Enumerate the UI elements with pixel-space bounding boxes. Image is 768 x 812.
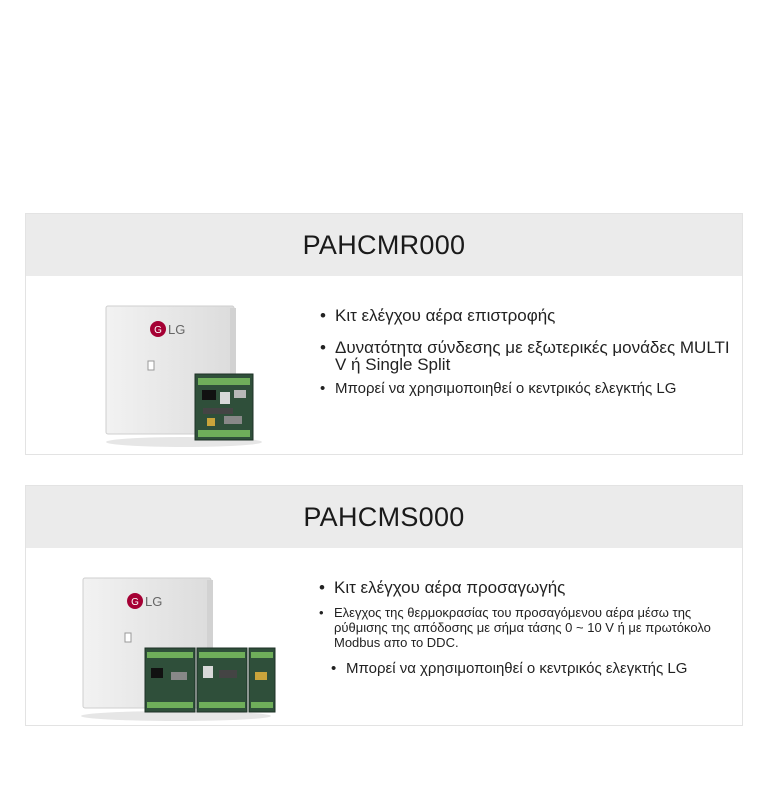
feature-list	[319, 578, 729, 677]
feature-item: • Ελεγχος της θερμοκρασίας του προσαγόμενου αέρα μέσω της ρύθμισης της απόδοσης με σήμα τάσης 0 ~ 10 V ή με πρωτόκολο Modbus απο το DDC.	[319, 605, 734, 650]
product-card-1	[25, 213, 743, 455]
feature-list	[320, 306, 730, 397]
controller-cabinet-image	[104, 304, 264, 449]
lg-logo-text: LG	[145, 594, 163, 609]
svg-text:G: G	[131, 597, 139, 608]
feature-item: • Κιτ ελέγχου αέρα επιστροφής	[320, 306, 730, 326]
feature-item: • Δυνατότητα σύνδεσης με εξωτερικές μονάδες MULTI V ή Single Split	[320, 339, 730, 373]
product-card-body	[26, 276, 742, 454]
controller-cabinet-image	[81, 576, 281, 724]
feature-item: • Μπορεί να χρησιμοποιηθεί ο κεντρικός ελεγκτής LG	[331, 660, 729, 677]
lg-logo-text: LG	[168, 322, 186, 337]
product-card-2	[25, 485, 743, 726]
feature-item: • Μπορεί να χρησιμοποιηθεί ο κεντρικός ελεγκτής LG	[320, 380, 695, 397]
feature-item: • Κιτ ελέγχου αέρα προσαγωγής	[319, 578, 729, 598]
product-model-title: PAHCMS000	[26, 486, 742, 548]
product-card-body	[26, 548, 742, 725]
svg-text:G: G	[154, 325, 162, 336]
product-model-title: PAHCMR000	[26, 214, 742, 276]
